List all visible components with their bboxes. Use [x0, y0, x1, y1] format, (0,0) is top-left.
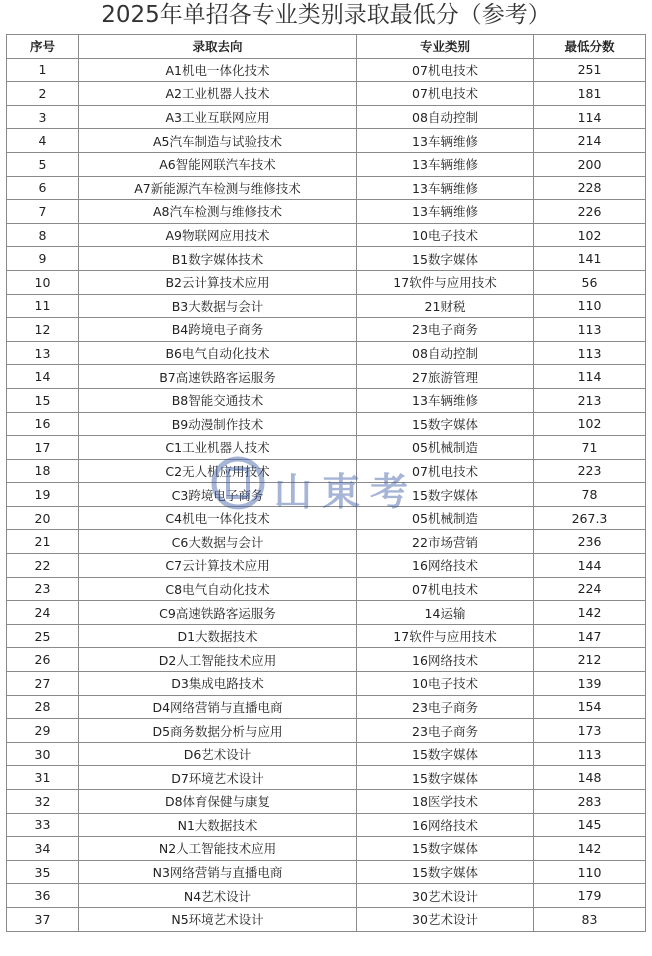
- cell-category: 07机电技术: [357, 459, 534, 483]
- cell-destination: A7新能源汽车检测与维修技术: [79, 176, 357, 200]
- table-row: [7, 790, 646, 814]
- cell-destination: B2云计算技术应用: [79, 270, 357, 294]
- cell-category: 23电子商务: [357, 695, 534, 719]
- table-row: [7, 318, 646, 342]
- table-row: [7, 152, 646, 176]
- cell-category: 13车辆维修: [357, 388, 534, 412]
- cell-destination: B8智能交通技术: [79, 388, 357, 412]
- cell-destination: B6电气自动化技术: [79, 341, 357, 365]
- cell-category: 07机电技术: [357, 577, 534, 601]
- cell-category: 13车辆维修: [357, 152, 534, 176]
- table-row: [7, 341, 646, 365]
- cell-index: 5: [7, 152, 79, 176]
- cell-destination: N5环境艺术设计: [79, 907, 357, 931]
- cell-destination: C7云计算技术应用: [79, 554, 357, 578]
- cell-destination: A6智能网联汽车技术: [79, 152, 357, 176]
- cell-category: 05机械制造: [357, 436, 534, 460]
- table-row: [7, 907, 646, 931]
- cell-category: 16网络技术: [357, 813, 534, 837]
- cell-index: 1: [7, 58, 79, 82]
- cell-min-score: 223: [534, 459, 646, 483]
- table-row: [7, 766, 646, 790]
- header-index: 序号: [7, 35, 79, 59]
- table-row: [7, 58, 646, 82]
- cell-index: 32: [7, 790, 79, 814]
- cell-index: 23: [7, 577, 79, 601]
- cell-index: 7: [7, 200, 79, 224]
- cell-category: 08自动控制: [357, 341, 534, 365]
- table-row: [7, 223, 646, 247]
- cell-min-score: 145: [534, 813, 646, 837]
- cell-destination: D5商务数据分析与应用: [79, 719, 357, 743]
- cell-category: 07机电技术: [357, 58, 534, 82]
- cell-category: 16网络技术: [357, 648, 534, 672]
- cell-min-score: 224: [534, 577, 646, 601]
- table-row: [7, 742, 646, 766]
- cell-min-score: 113: [534, 742, 646, 766]
- cell-min-score: 113: [534, 341, 646, 365]
- cell-min-score: 283: [534, 790, 646, 814]
- table-row: [7, 388, 646, 412]
- cell-destination: A5汽车制造与试验技术: [79, 129, 357, 153]
- cell-min-score: 226: [534, 200, 646, 224]
- cell-index: 16: [7, 412, 79, 436]
- cell-index: 4: [7, 129, 79, 153]
- cell-index: 18: [7, 459, 79, 483]
- cell-index: 12: [7, 318, 79, 342]
- cell-index: 22: [7, 554, 79, 578]
- cell-min-score: 147: [534, 624, 646, 648]
- cell-index: 9: [7, 247, 79, 271]
- table-header-row: [7, 35, 646, 59]
- cell-category: 13车辆维修: [357, 200, 534, 224]
- cell-min-score: 251: [534, 58, 646, 82]
- cell-min-score: 181: [534, 82, 646, 106]
- table-row: [7, 176, 646, 200]
- cell-min-score: 148: [534, 766, 646, 790]
- cell-destination: B9动漫制作技术: [79, 412, 357, 436]
- table-row: [7, 247, 646, 271]
- cell-destination: B1数字媒体技术: [79, 247, 357, 271]
- cell-index: 6: [7, 176, 79, 200]
- cell-category: 15数字媒体: [357, 412, 534, 436]
- cell-min-score: 113: [534, 318, 646, 342]
- cell-category: 16网络技术: [357, 554, 534, 578]
- table-row: [7, 648, 646, 672]
- cell-min-score: 142: [534, 837, 646, 861]
- cell-index: 20: [7, 506, 79, 530]
- cell-category: 15数字媒体: [357, 860, 534, 884]
- cell-min-score: 213: [534, 388, 646, 412]
- table-row: [7, 436, 646, 460]
- cell-index: 10: [7, 270, 79, 294]
- table-row: [7, 554, 646, 578]
- cell-index: 29: [7, 719, 79, 743]
- cell-min-score: 144: [534, 554, 646, 578]
- cell-min-score: 142: [534, 601, 646, 625]
- cell-min-score: 141: [534, 247, 646, 271]
- cell-category: 23电子商务: [357, 719, 534, 743]
- cell-destination: D7环境艺术设计: [79, 766, 357, 790]
- cell-index: 13: [7, 341, 79, 365]
- cell-index: 37: [7, 907, 79, 931]
- cell-index: 14: [7, 365, 79, 389]
- cell-category: 10电子技术: [357, 223, 534, 247]
- cell-category: 08自动控制: [357, 105, 534, 129]
- table-row: [7, 860, 646, 884]
- cell-min-score: 114: [534, 105, 646, 129]
- cell-category: 18医学技术: [357, 790, 534, 814]
- header-min-score: 最低分数: [534, 35, 646, 59]
- cell-destination: D3集成电路技术: [79, 672, 357, 696]
- cell-index: 21: [7, 530, 79, 554]
- table-row: [7, 719, 646, 743]
- cell-category: 30艺术设计: [357, 884, 534, 908]
- cell-category: 10电子技术: [357, 672, 534, 696]
- header-destination: 录取去向: [79, 35, 357, 59]
- cell-destination: D2人工智能技术应用: [79, 648, 357, 672]
- cell-min-score: 114: [534, 365, 646, 389]
- cell-destination: C3跨境电子商务: [79, 483, 357, 507]
- cell-destination: C8电气自动化技术: [79, 577, 357, 601]
- cell-destination: A1机电一体化技术: [79, 58, 357, 82]
- table-row: [7, 459, 646, 483]
- table-row: [7, 365, 646, 389]
- cell-destination: D8体育保健与康复: [79, 790, 357, 814]
- table-row: [7, 577, 646, 601]
- cell-destination: C6大数据与会计: [79, 530, 357, 554]
- table-row: [7, 294, 646, 318]
- cell-destination: D1大数据技术: [79, 624, 357, 648]
- cell-category: 30艺术设计: [357, 907, 534, 931]
- table-row: [7, 270, 646, 294]
- cell-index: 19: [7, 483, 79, 507]
- table-row: [7, 483, 646, 507]
- admission-score-table: [6, 34, 646, 932]
- cell-destination: B3大数据与会计: [79, 294, 357, 318]
- cell-min-score: 228: [534, 176, 646, 200]
- table-row: [7, 601, 646, 625]
- table-row: [7, 672, 646, 696]
- cell-category: 17软件与应用技术: [357, 624, 534, 648]
- cell-min-score: 102: [534, 412, 646, 436]
- cell-category: 15数字媒体: [357, 766, 534, 790]
- cell-index: 24: [7, 601, 79, 625]
- table-row: [7, 813, 646, 837]
- header-category: 专业类别: [357, 35, 534, 59]
- table-row: [7, 530, 646, 554]
- cell-index: 30: [7, 742, 79, 766]
- cell-index: 27: [7, 672, 79, 696]
- cell-index: 17: [7, 436, 79, 460]
- cell-index: 15: [7, 388, 79, 412]
- cell-min-score: 78: [534, 483, 646, 507]
- cell-destination: C1工业机器人技术: [79, 436, 357, 460]
- cell-index: 2: [7, 82, 79, 106]
- cell-index: 3: [7, 105, 79, 129]
- cell-category: 05机械制造: [357, 506, 534, 530]
- table-row: [7, 105, 646, 129]
- cell-category: 07机电技术: [357, 82, 534, 106]
- cell-destination: C9高速铁路客运服务: [79, 601, 357, 625]
- cell-index: 31: [7, 766, 79, 790]
- page-title: 2025年单招各专业类别录取最低分（参考）: [101, 2, 551, 28]
- cell-destination: A9物联网应用技术: [79, 223, 357, 247]
- cell-index: 28: [7, 695, 79, 719]
- cell-destination: B7高速铁路客运服务: [79, 365, 357, 389]
- cell-destination: A8汽车检测与维修技术: [79, 200, 357, 224]
- cell-category: 15数字媒体: [357, 837, 534, 861]
- cell-category: 14运输: [357, 601, 534, 625]
- cell-destination: N3网络营销与直播电商: [79, 860, 357, 884]
- cell-min-score: 83: [534, 907, 646, 931]
- cell-min-score: 71: [534, 436, 646, 460]
- cell-category: 27旅游管理: [357, 365, 534, 389]
- cell-destination: A2工业机器人技术: [79, 82, 357, 106]
- cell-category: 23电子商务: [357, 318, 534, 342]
- cell-category: 15数字媒体: [357, 483, 534, 507]
- cell-destination: N4艺术设计: [79, 884, 357, 908]
- cell-index: 33: [7, 813, 79, 837]
- watermark-text: 山東考: [274, 469, 419, 514]
- cell-min-score: 179: [534, 884, 646, 908]
- cell-min-score: 236: [534, 530, 646, 554]
- table-row: [7, 837, 646, 861]
- cell-index: 36: [7, 884, 79, 908]
- cell-index: 34: [7, 837, 79, 861]
- table-row: [7, 695, 646, 719]
- cell-min-score: 200: [534, 152, 646, 176]
- cell-min-score: 267.3: [534, 506, 646, 530]
- cell-min-score: 154: [534, 695, 646, 719]
- cell-min-score: 212: [534, 648, 646, 672]
- cell-index: 8: [7, 223, 79, 247]
- table-row: [7, 624, 646, 648]
- cell-destination: C4机电一体化技术: [79, 506, 357, 530]
- table-row: [7, 506, 646, 530]
- cell-min-score: 56: [534, 270, 646, 294]
- cell-min-score: 139: [534, 672, 646, 696]
- cell-min-score: 110: [534, 860, 646, 884]
- table-row: [7, 129, 646, 153]
- cell-min-score: 173: [534, 719, 646, 743]
- cell-category: 22市场营销: [357, 530, 534, 554]
- cell-min-score: 102: [534, 223, 646, 247]
- cell-destination: B4跨境电子商务: [79, 318, 357, 342]
- cell-destination: N1大数据技术: [79, 813, 357, 837]
- table-row: [7, 200, 646, 224]
- cell-index: 35: [7, 860, 79, 884]
- cell-category: 15数字媒体: [357, 247, 534, 271]
- table-row: [7, 884, 646, 908]
- cell-index: 11: [7, 294, 79, 318]
- cell-category: 13车辆维修: [357, 129, 534, 153]
- cell-destination: D4网络营销与直播电商: [79, 695, 357, 719]
- cell-destination: N2人工智能技术应用: [79, 837, 357, 861]
- table-row: [7, 82, 646, 106]
- table-row: [7, 412, 646, 436]
- cell-category: 13车辆维修: [357, 176, 534, 200]
- cell-index: 25: [7, 624, 79, 648]
- cell-index: 26: [7, 648, 79, 672]
- cell-destination: D6艺术设计: [79, 742, 357, 766]
- cell-category: 21财税: [357, 294, 534, 318]
- cell-category: 17软件与应用技术: [357, 270, 534, 294]
- cell-category: 15数字媒体: [357, 742, 534, 766]
- cell-min-score: 214: [534, 129, 646, 153]
- cell-min-score: 110: [534, 294, 646, 318]
- cell-destination: C2无人机应用技术: [79, 459, 357, 483]
- cell-destination: A3工业互联网应用: [79, 105, 357, 129]
